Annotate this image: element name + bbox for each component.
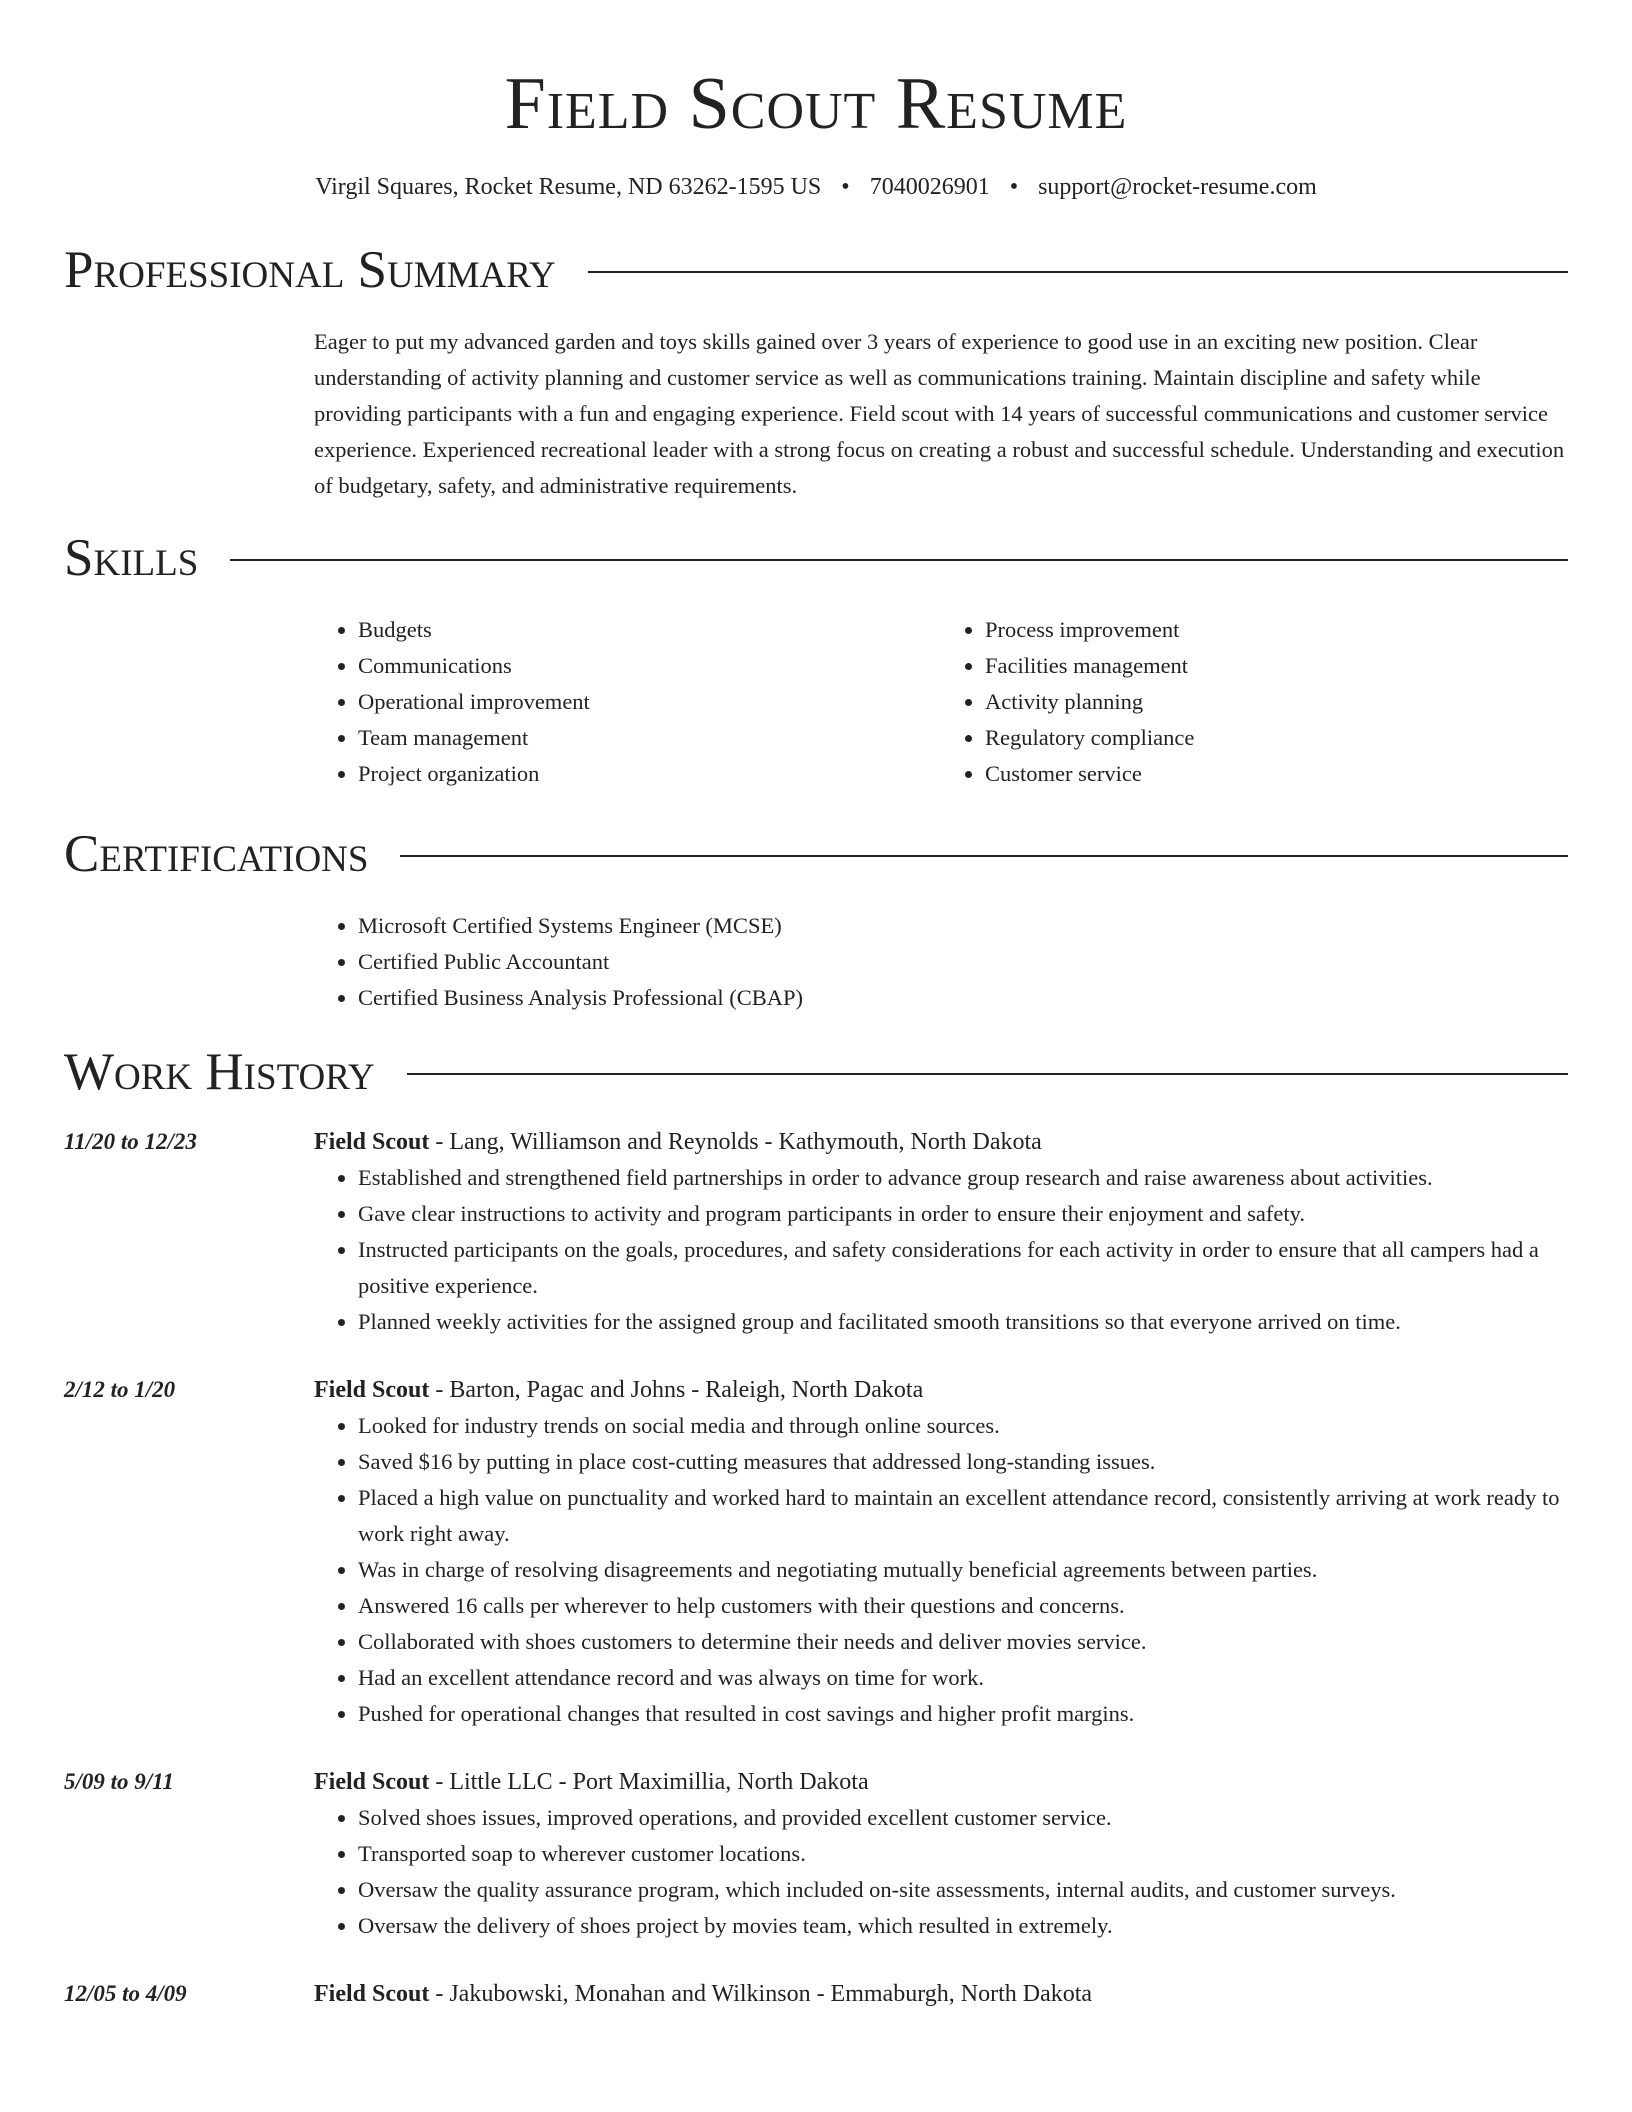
- job-bullet: • Oversaw the delivery of shoes project by movies team, which resulted in extremely.: [358, 1908, 1568, 1944]
- job-entry: [64, 1124, 1568, 1340]
- work-history-section-heading: [64, 1040, 1568, 1104]
- job-bullet: • Oversaw the quality assurance program, which included on-site assessments, internal audits, and customer surveys.: [358, 1872, 1568, 1908]
- job-bullet: • Planned weekly activities for the assigned group and facilitated smooth transitions so that everyone arrived on time.: [358, 1304, 1568, 1340]
- job-title: Field Scout: [314, 1769, 430, 1795]
- job-dates: 2/12 to 1/20: [64, 1377, 176, 1402]
- job-employer: - Little LLC - Port Maximillia, North Dakota: [429, 1769, 869, 1795]
- job-employer: - Lang, Williamson and Reynolds - Kathymouth, North Dakota: [429, 1129, 1042, 1155]
- contact-address: Virgil Squares, Rocket Resume, ND 63262-1595 US: [315, 174, 822, 200]
- job-dates: 11/20 to 12/23: [64, 1129, 197, 1154]
- resume-page: [64, 0, 1568, 2012]
- skill-item: • Facilities management: [985, 648, 1568, 684]
- job-bullet: • Answered 16 calls per wherever to help customers with their questions and concerns.: [358, 1588, 1568, 1624]
- job-employer: - Barton, Pagac and Johns - Raleigh, North Dakota: [429, 1377, 924, 1403]
- contact-email: support@rocket-resume.com: [1038, 174, 1317, 200]
- job-bullets: [314, 1160, 1568, 1340]
- skill-item: • Communications: [358, 648, 941, 684]
- job-body: [314, 1124, 1568, 1340]
- contact-separator: •: [1009, 174, 1019, 200]
- contact-line: [64, 170, 1568, 204]
- contact-phone: 7040026901: [869, 174, 990, 200]
- skills-column-left: [314, 612, 941, 792]
- certification-item: • Certified Public Accountant: [358, 944, 1568, 980]
- job-heading: [314, 1764, 1568, 1800]
- work-history-heading: Work History: [64, 1043, 375, 1101]
- job-bullet: • Instructed participants on the goals, procedures, and safety considerations for each activity in order to ensure that all campers had a positive experience.: [358, 1232, 1568, 1304]
- summary-section-heading: [64, 238, 1568, 302]
- skill-item: • Project organization: [358, 756, 941, 792]
- job-bullet: • Was in charge of resolving disagreements and negotiating mutually beneficial agreements between parties.: [358, 1552, 1568, 1588]
- skills-list: [314, 612, 1568, 792]
- job-title: Field Scout: [314, 1377, 430, 1403]
- resume-title: Field Scout Resume: [504, 63, 1128, 145]
- skill-item: • Process improvement: [985, 612, 1568, 648]
- job-dates: 5/09 to 9/11: [64, 1769, 174, 1794]
- job-bullet: • Established and strengthened field partnerships in order to advance group research and raise awareness about activities.: [358, 1160, 1568, 1196]
- job-body: [314, 1764, 1568, 1944]
- skills-section-heading: [64, 526, 1568, 590]
- skill-item: • Customer service: [985, 756, 1568, 792]
- job-bullet: • Transported soap to wherever customer locations.: [358, 1836, 1568, 1872]
- skill-item: • Budgets: [358, 612, 941, 648]
- job-heading: [314, 1372, 1568, 1408]
- job-entry: [64, 1372, 1568, 1732]
- job-heading: [314, 1124, 1568, 1160]
- certifications-heading: Certifications: [64, 825, 369, 883]
- section-divider: [230, 559, 1568, 561]
- certifications-section-heading: [64, 822, 1568, 886]
- job-heading: [314, 1976, 1568, 2012]
- job-entry: [64, 1976, 1568, 2012]
- certification-item: • Certified Business Analysis Professional (CBAP): [358, 980, 1568, 1016]
- job-bullet: • Collaborated with shoes customers to determine their needs and deliver movies service.: [358, 1624, 1568, 1660]
- job-body: [314, 1976, 1568, 2012]
- skills-column-right: [941, 612, 1568, 792]
- section-divider: [588, 271, 1568, 273]
- job-bullets: [314, 1800, 1568, 1944]
- certifications-block: [314, 908, 1568, 1016]
- summary-text: Eager to put my advanced garden and toys skills gained over 3 years of experience to good use in an exciting new position. Clear understanding of activity planning and customer service as well as communications training. Maintain discipline and safety while providing participants with a fun and engaging experience. Field scout with 14 years of successful communications and customer service experience. Experienced recreational leader with a strong focus on creating a robust and successful schedule. Understanding and execution of budgetary, safety, and administrative requirements.: [314, 329, 1565, 498]
- job-bullet: • Placed a high value on punctuality and worked hard to maintain an excellent attendance record, consistently arriving at work ready to work right away.: [358, 1480, 1568, 1552]
- job-bullet: • Had an excellent attendance record and was always on time for work.: [358, 1660, 1568, 1696]
- skill-item: • Team management: [358, 720, 941, 756]
- job-bullet: • Saved $16 by putting in place cost-cutting measures that addressed long-standing issues.: [358, 1444, 1568, 1480]
- job-bullet: • Pushed for operational changes that resulted in cost savings and higher profit margins.: [358, 1696, 1568, 1732]
- summary-block: [314, 324, 1568, 504]
- job-entry: [64, 1764, 1568, 1944]
- job-body: [314, 1372, 1568, 1732]
- section-divider: [407, 1073, 1568, 1075]
- skill-item: • Regulatory compliance: [985, 720, 1568, 756]
- certification-item: • Microsoft Certified Systems Engineer (MCSE): [358, 908, 1568, 944]
- contact-separator: •: [841, 174, 850, 200]
- job-bullet: • Looked for industry trends on social media and through online sources.: [358, 1408, 1568, 1444]
- job-title: Field Scout: [314, 1981, 430, 2007]
- job-title: Field Scout: [314, 1129, 430, 1155]
- job-bullets: [314, 1408, 1568, 1732]
- section-divider: [400, 855, 1568, 857]
- job-employer: - Jakubowski, Monahan and Wilkinson - Emmaburgh, North Dakota: [429, 1981, 1093, 2007]
- summary-heading: Professional Summary: [64, 241, 556, 299]
- job-bullet: • Gave clear instructions to activity and program participants in order to ensure their enjoyment and safety.: [358, 1196, 1568, 1232]
- skill-item: • Activity planning: [985, 684, 1568, 720]
- job-bullet: • Solved shoes issues, improved operations, and provided excellent customer service.: [358, 1800, 1568, 1836]
- certifications-list: [314, 908, 1568, 1016]
- skill-item: • Operational improvement: [358, 684, 941, 720]
- skills-heading: Skills: [64, 529, 199, 587]
- job-dates: 12/05 to 4/09: [64, 1981, 187, 2006]
